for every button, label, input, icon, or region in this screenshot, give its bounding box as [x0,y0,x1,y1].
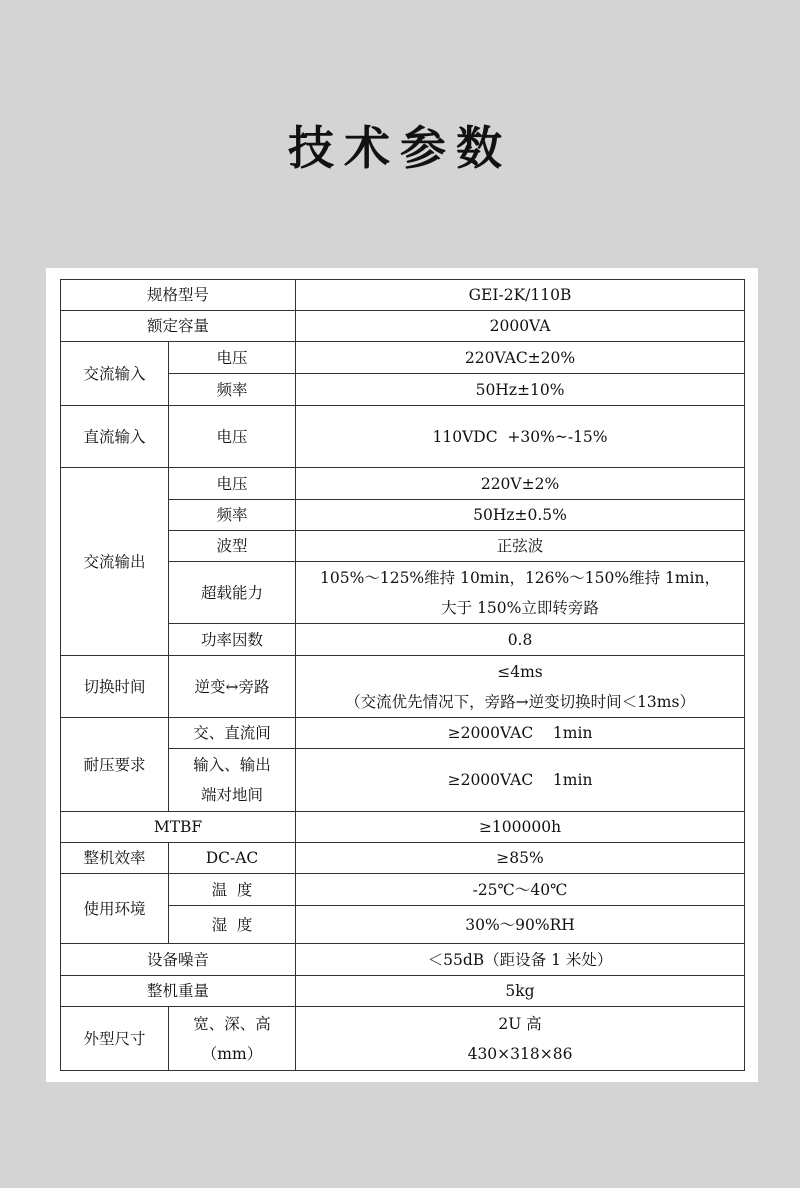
row-label-switch-time: 切换时间 [61,656,169,718]
row-label-dimensions: 外型尺寸 [61,1007,169,1071]
row-value-withstand-io-ground: ≥2000VAC 1min [296,749,745,812]
table-row [61,944,745,976]
table-row [61,280,745,311]
row-value-ac-output-frequency: 50Hz±0.5% [296,500,745,531]
sub-label-ac-output-power-factor: 功率因数 [169,624,296,656]
sub-label-ac-output-frequency: 频率 [169,500,296,531]
row-value-noise: ＜55dB（距设备 1 米处） [296,944,745,976]
withstand-label-line-1: 输入、输出 [193,756,271,774]
row-value-environment-humidity: 30%～90%RH [296,906,745,944]
table-row [61,843,745,874]
table-row [61,718,745,749]
sub-label-withstand-ac-dc: 交、直流间 [169,718,296,749]
switch-time-line-1: ≤4ms [497,662,543,681]
sub-label-withstand-io-ground [169,749,296,812]
row-value-ac-input-voltage: 220VAC±20% [296,342,745,374]
spec-table [60,279,745,1071]
table-row [61,656,745,718]
sub-label-dimensions [169,1007,296,1071]
table-row [61,976,745,1007]
overload-line-2: 大于 150%立即转旁路 [441,598,599,617]
row-label-ac-input: 交流输入 [61,342,169,406]
sub-label-ac-output-overload: 超载能力 [169,562,296,624]
table-row [61,874,745,906]
row-value-dc-input: 110VDC +30%~-15% [296,406,745,468]
table-row [61,812,745,843]
row-label-mtbf: MTBF [61,812,296,843]
sub-label-ac-output-voltage: 电压 [169,468,296,500]
switch-time-line-2: （交流优先情况下，旁路→逆变切换时间＜13ms） [345,692,695,711]
row-label-capacity: 额定容量 [61,311,296,342]
row-label-dc-input: 直流输入 [61,406,169,468]
sub-label-ac-output-waveform: 波型 [169,531,296,562]
row-label-weight: 整机重量 [61,976,296,1007]
row-value-ac-output-overload [296,562,745,624]
dimensions-value-line-1: 2U 高 [498,1014,542,1033]
withstand-label-line-2: 端对地间 [201,786,264,804]
table-row [61,1007,745,1071]
table-row [61,468,745,500]
row-value-capacity: 2000VA [296,311,745,342]
row-label-model: 规格型号 [61,280,296,311]
row-value-weight: 5kg [296,976,745,1007]
dimensions-sub-line-1: 宽、深、高 [193,1014,271,1033]
sub-label-environment-temperature: 温 度 [169,874,296,906]
row-value-switch-time [296,656,745,718]
row-value-environment-temperature: -25℃～40℃ [296,874,745,906]
row-label-efficiency: 整机效率 [61,843,169,874]
table-row [61,311,745,342]
row-value-efficiency: ≥85% [296,843,745,874]
row-value-ac-output-power-factor: 0.8 [296,624,745,656]
row-value-withstand-ac-dc: ≥2000VAC 1min [296,718,745,749]
table-row [61,342,745,374]
sub-label-efficiency: DC-AC [169,843,296,874]
dimensions-value-line-2: 430×318×86 [467,1044,573,1063]
row-label-ac-output: 交流输出 [61,468,169,656]
sub-label-dc-input-voltage: 电压 [169,406,296,468]
sub-label-ac-input-frequency: 频率 [169,374,296,406]
sub-label-switch-time: 逆变↔旁路 [169,656,296,718]
row-label-withstand: 耐压要求 [61,718,169,812]
row-value-model: GEI-2K/110B [296,280,745,311]
row-value-mtbf: ≥100000h [296,812,745,843]
row-label-noise: 设备噪音 [61,944,296,976]
dimensions-sub-line-2: （mm） [201,1044,263,1063]
sub-label-ac-input-voltage: 电压 [169,342,296,374]
row-value-ac-output-waveform: 正弦波 [296,531,745,562]
row-label-environment: 使用环境 [61,874,169,944]
page-title: 技术参数 [288,121,512,175]
row-value-ac-output-voltage: 220V±2% [296,468,745,500]
row-value-ac-input-frequency: 50Hz±10% [296,374,745,406]
table-row [61,406,745,468]
sub-label-environment-humidity: 湿 度 [169,906,296,944]
overload-line-1: 105%～125%维持 10min，126%～150%维持 1min， [320,568,720,587]
spec-card [46,268,758,1082]
row-value-dimensions [296,1007,745,1071]
